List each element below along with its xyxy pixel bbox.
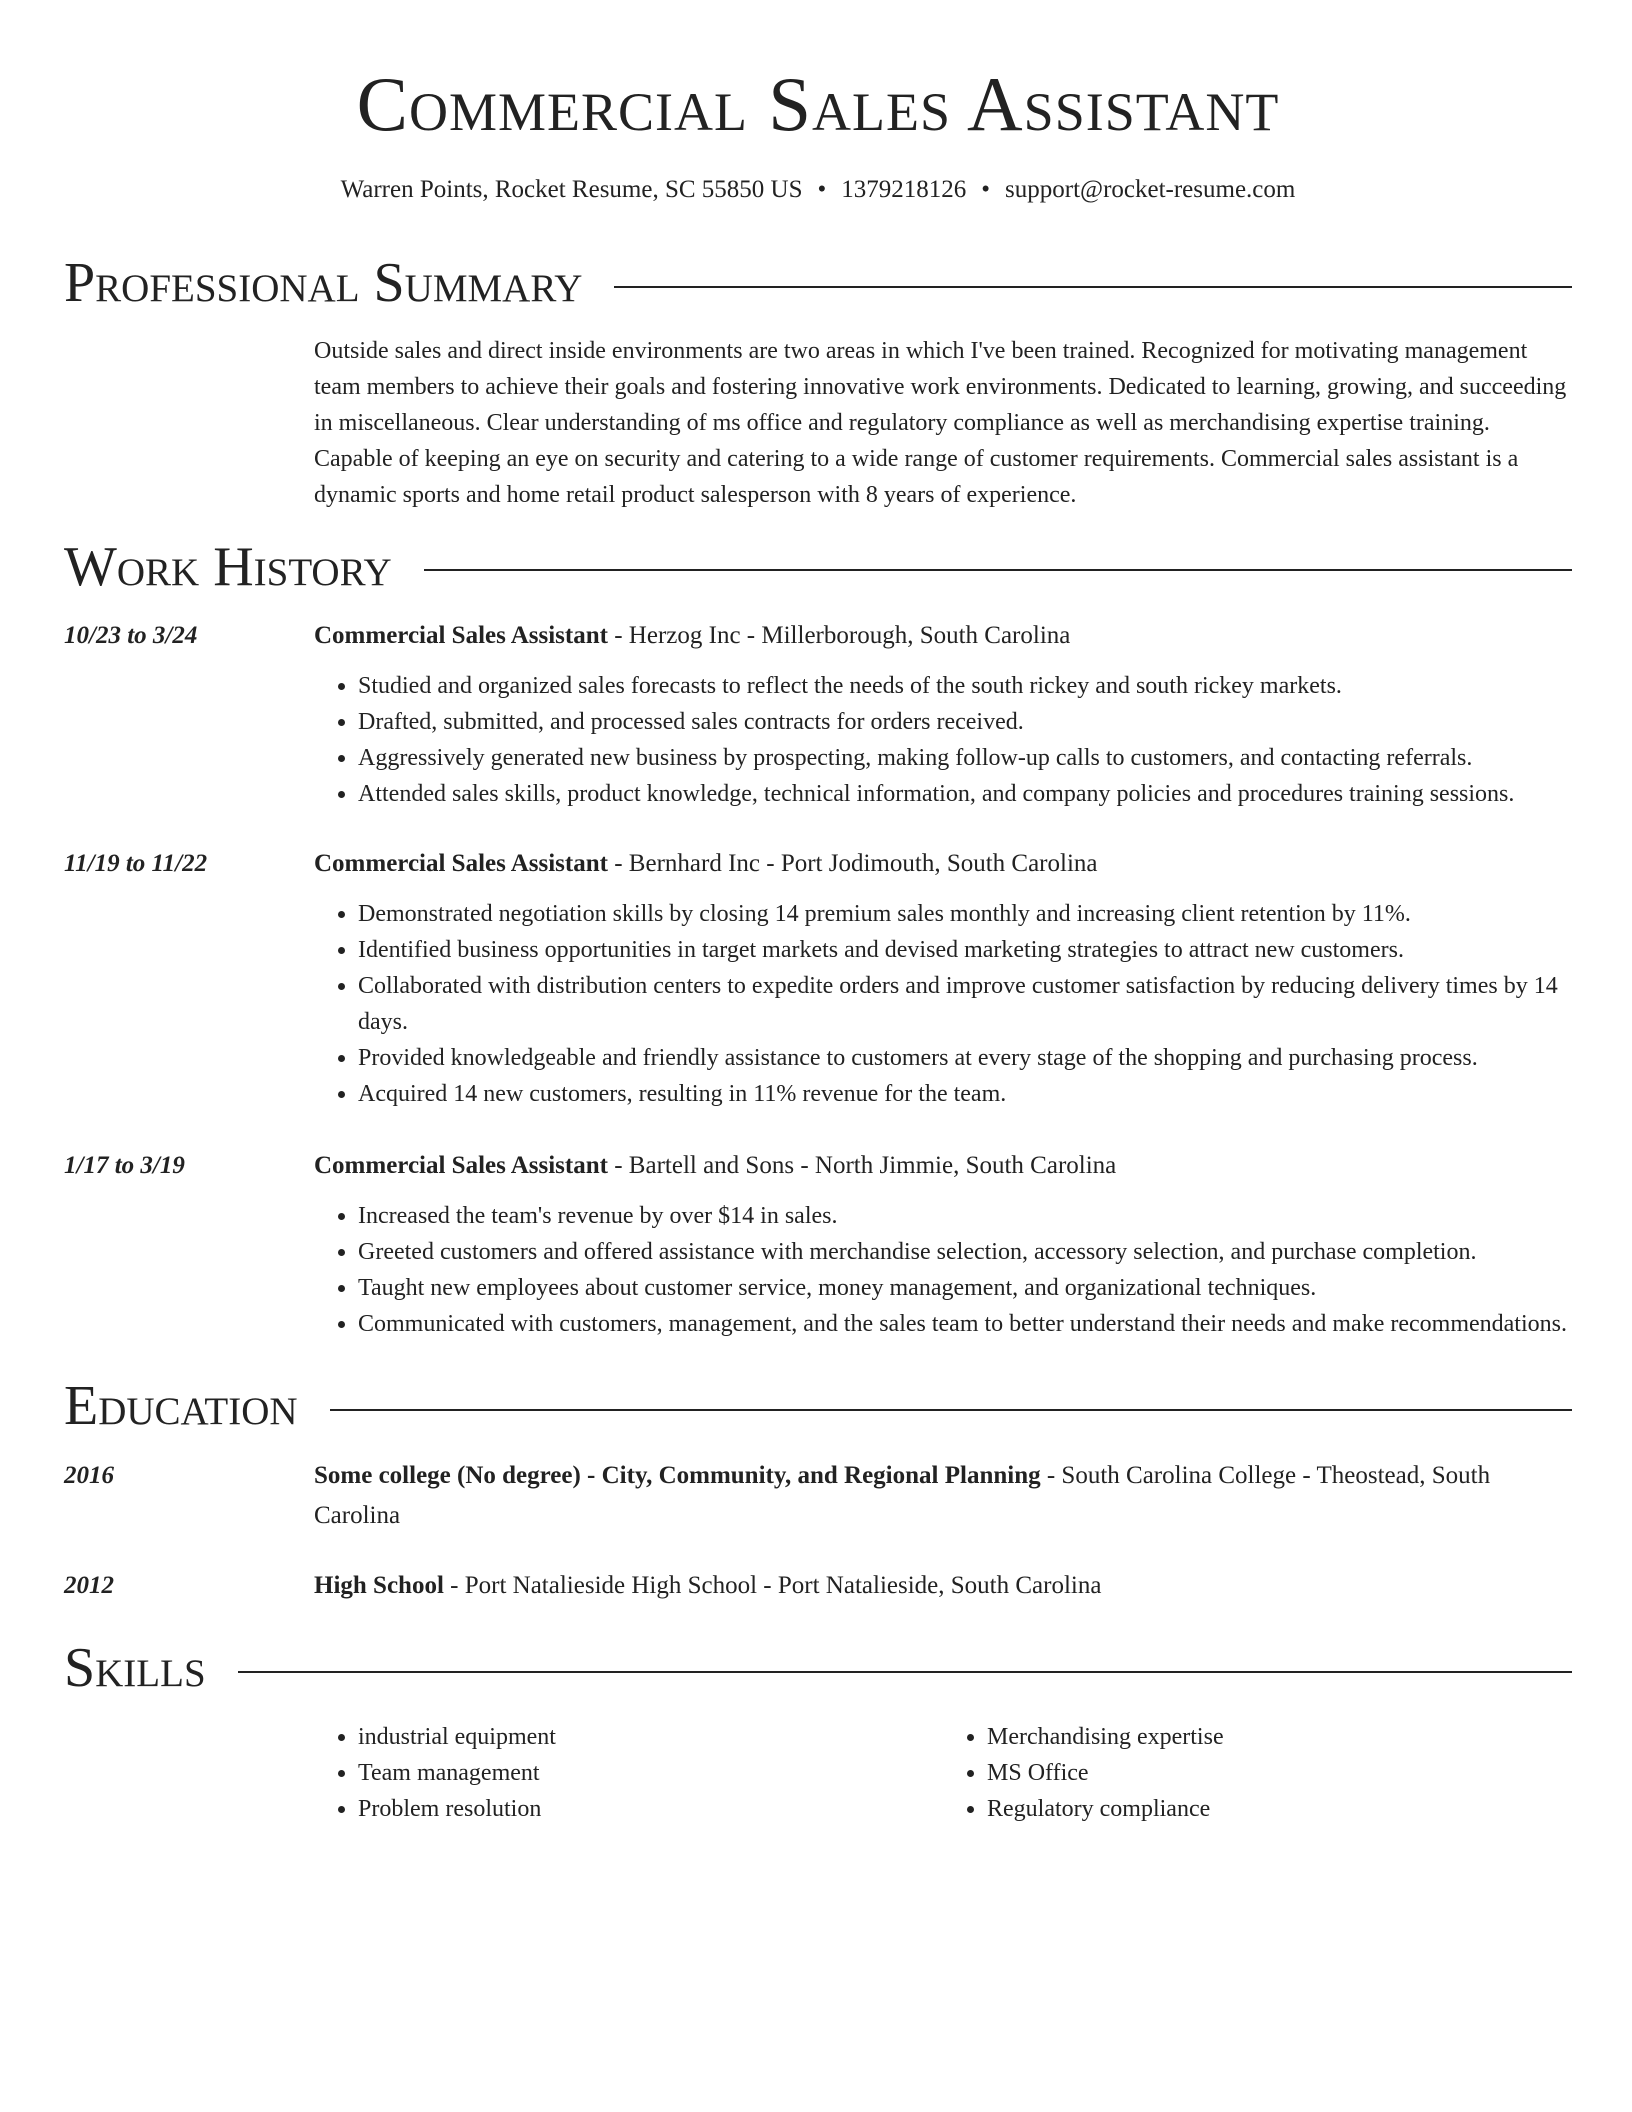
job-bullets — [314, 896, 1572, 1112]
job-role: Commercial Sales Assistant — [314, 850, 608, 878]
contact-separator: • — [981, 176, 991, 203]
skills-heading — [64, 1638, 1572, 1700]
job-bullet: • Communicated with customers, management, and the sales team to better understand their needs and make recommendations. — [358, 1306, 1572, 1342]
contact-separator: • — [817, 176, 827, 203]
section-divider — [614, 286, 1572, 288]
skill-item: • Regulatory compliance — [987, 1791, 1572, 1827]
section-title: Professional Summary — [64, 252, 583, 314]
job-details: - Herzog Inc - Millerborough, South Carolina — [607, 622, 1071, 650]
job-header — [314, 844, 1572, 884]
job-dates: 1/17 to 3/19 — [64, 1152, 185, 1180]
job-details: - Bernhard Inc - Port Jodimouth, South Carolina — [607, 850, 1098, 878]
job-bullet: • Greeted customers and offered assistance with merchandise selection, accessory selection, and purchase completion. — [358, 1234, 1572, 1270]
job-bullet: • Aggressively generated new business by prospecting, making follow-up calls to customers, and contacting referrals. — [358, 740, 1572, 776]
job-bullet: • Acquired 14 new customers, resulting in 11% revenue for the team. — [358, 1076, 1572, 1112]
job-header — [314, 616, 1572, 656]
education-school: - Port Natalieside High School - Port Natalieside, South Carolina — [443, 1571, 1102, 1599]
job-bullet: • Identified business opportunities in target markets and devised marketing strategies to attract new customers. — [358, 932, 1572, 968]
job-role: Commercial Sales Assistant — [314, 1152, 608, 1180]
job-bullets — [314, 668, 1572, 812]
summary-text: Outside sales and direct inside environments are two areas in which I've been trained. Recognized for motivating management team members to achieve their goals and fostering innovative work environments. Dedicated to learning, growing, and succeeding in miscellaneous. Clear understanding of ms office and regulatory compliance as well as merchandising expertise training. Capable of keeping an eye on security and catering to a wide range of customer requirements. Commercial sales assistant is a dynamic sports and home retail product salesperson with 8 years of experience. — [314, 337, 1567, 508]
skills-column-left — [314, 1719, 943, 1827]
skills-column-right — [943, 1719, 1572, 1827]
summary-section — [64, 253, 1572, 513]
job-body — [314, 1146, 1572, 1342]
job-body — [314, 844, 1572, 1112]
contact-phone: 1379218126 — [841, 176, 967, 203]
job-entry — [64, 844, 1572, 1112]
education-year: 2012 — [64, 1571, 114, 1599]
job-bullet: • Increased the team's revenue by over $14 in sales. — [358, 1198, 1572, 1234]
section-title: Skills — [64, 1636, 206, 1699]
education-year: 2016 — [64, 1461, 114, 1489]
skill-item: • MS Office — [987, 1755, 1572, 1791]
job-bullet: • Provided knowledgeable and friendly assistance to customers at every stage of the shopping and purchasing process. — [358, 1040, 1572, 1076]
skills-grid — [314, 1719, 1572, 1827]
education-degree: High School — [314, 1571, 444, 1599]
education-details — [314, 1456, 1572, 1536]
job-dates: 10/23 to 3/24 — [64, 622, 198, 650]
job-bullet: • Studied and organized sales forecasts to reflect the needs of the south rickey and south rickey markets. — [358, 668, 1572, 704]
work-history-section — [64, 537, 1572, 1343]
section-divider — [330, 1409, 1572, 1411]
job-bullet: • Taught new employees about customer service, money management, and organizational techniques. — [358, 1270, 1572, 1306]
skill-item: • Team management — [358, 1755, 943, 1791]
education-details — [314, 1566, 1572, 1606]
candidate-name: Commercial Sales Assistant — [356, 61, 1280, 147]
job-body — [314, 616, 1572, 812]
job-entry — [64, 1146, 1572, 1342]
skills-section — [64, 1638, 1572, 1828]
education-heading — [64, 1376, 1572, 1438]
job-header — [314, 1146, 1572, 1186]
skill-item: • industrial equipment — [358, 1719, 943, 1755]
job-bullet: • Drafted, submitted, and processed sales contracts for orders received. — [358, 704, 1572, 740]
education-entry — [64, 1456, 1572, 1536]
section-divider — [238, 1671, 1572, 1673]
job-bullet: • Demonstrated negotiation skills by closing 14 premium sales monthly and increasing client retention by 11%. — [358, 896, 1572, 932]
contact-address: Warren Points, Rocket Resume, SC 55850 US — [340, 176, 803, 203]
education-entry — [64, 1566, 1572, 1606]
job-bullet: • Collaborated with distribution centers to expedite orders and improve customer satisfaction by reducing delivery times by 14 days. — [358, 968, 1572, 1040]
job-entry — [64, 616, 1572, 812]
education-degree: Some college (No degree) - City, Community, and Regional Planning — [314, 1461, 1041, 1489]
work-history-heading — [64, 537, 1572, 599]
contact-line — [64, 175, 1572, 205]
education-section — [64, 1376, 1572, 1606]
skill-item: • Merchandising expertise — [987, 1719, 1572, 1755]
job-bullet: • Attended sales skills, product knowledge, technical information, and company policies and procedures training sessions. — [358, 776, 1572, 812]
summary-heading — [64, 253, 1572, 315]
job-bullets — [314, 1198, 1572, 1342]
contact-email: support@rocket-resume.com — [1005, 176, 1296, 203]
section-divider — [424, 569, 1572, 571]
section-title: Work History — [64, 535, 392, 598]
job-dates: 11/19 to 11/22 — [64, 850, 208, 878]
skill-item: • Problem resolution — [358, 1791, 943, 1827]
job-details: - Bartell and Sons - North Jimmie, South Carolina — [607, 1152, 1117, 1180]
section-title: Education — [64, 1375, 298, 1438]
education-school: - South Carolina College - Theostead, South Carolina — [314, 1461, 1491, 1529]
job-role: Commercial Sales Assistant — [314, 622, 608, 650]
